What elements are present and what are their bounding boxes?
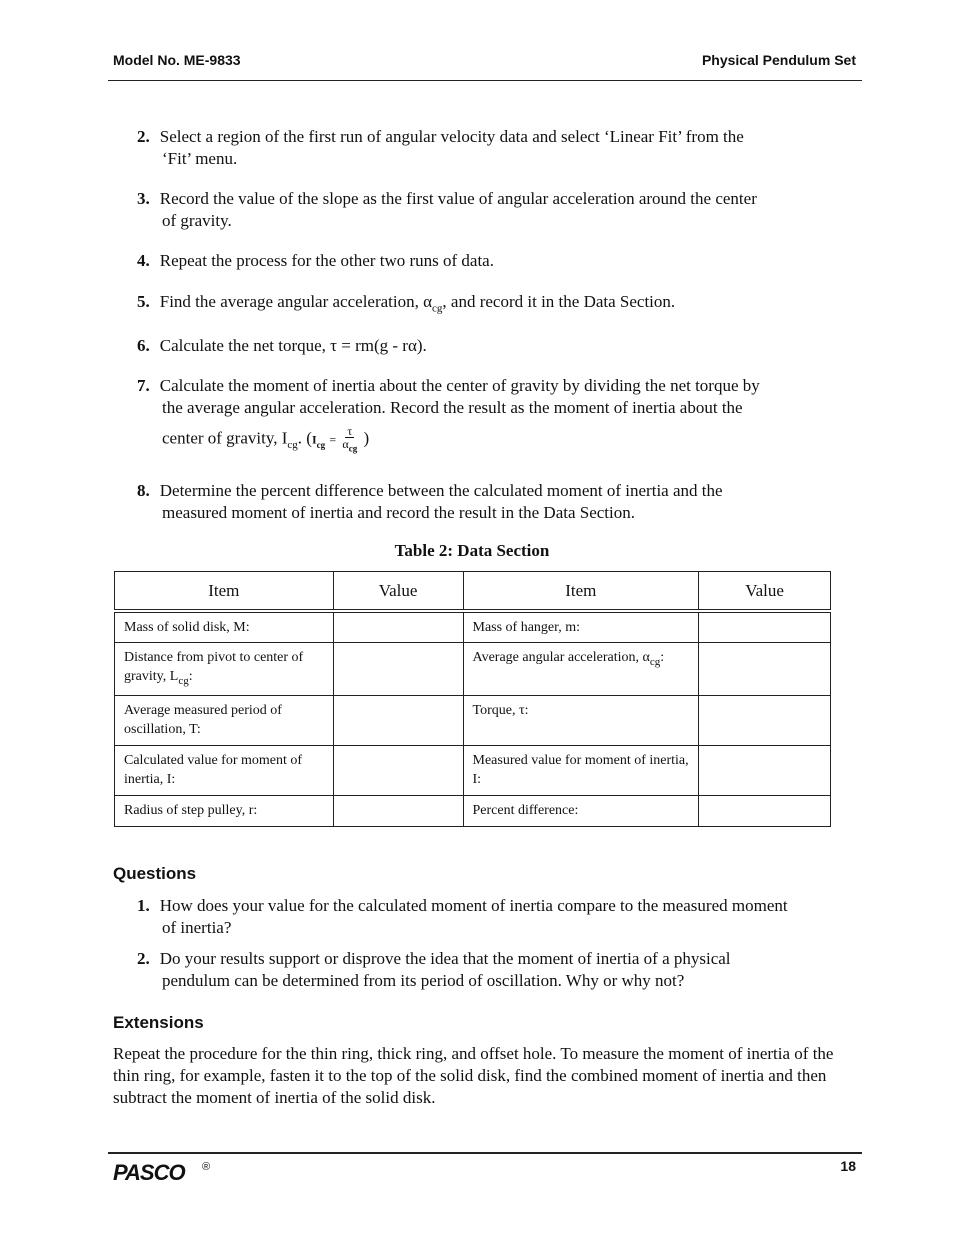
column-header: Item (463, 572, 699, 612)
step-text-cont: the average angular acceleration. Record the result as the moment of inertia about the (162, 398, 743, 417)
header-title: Physical Pendulum Set (701, 52, 856, 68)
value-cell[interactable] (333, 611, 463, 642)
question-1 (137, 895, 857, 939)
pasco-logo: PASCO (113, 1160, 185, 1185)
step-number: 8. (137, 481, 150, 500)
question-text: Do your results support or disprove the idea that the moment of inertia of a physical (159, 949, 731, 968)
value-cell[interactable] (699, 611, 831, 642)
question-text: How does your value for the calculated moment of inertia compare to the measured moment (159, 896, 788, 915)
equation-lhs: I (311, 432, 317, 447)
question-number: 1. (137, 896, 150, 915)
question-text-cont: of inertia? (162, 918, 232, 937)
step-number: 2. (137, 127, 150, 146)
step-number: 7. (137, 376, 150, 395)
step-number: 6. (137, 336, 150, 355)
extensions-heading: Extensions (113, 1013, 204, 1032)
step-text: Calculate the net torque, τ = rm(g - rα). (159, 336, 427, 355)
item-cell: Average angular acceleration, $\alpha_{cg}$: (463, 642, 699, 695)
value-cell[interactable] (699, 795, 831, 826)
table-caption: Table 2: Data Section (394, 541, 550, 560)
step-text-formula-line (137, 425, 837, 456)
item-cell: Radius of step pulley, r: (115, 795, 334, 826)
fraction-numerator: τ (347, 424, 353, 438)
value-cell[interactable] (699, 745, 831, 795)
step-number: 5. (137, 292, 150, 311)
questions-heading: Questions (113, 864, 197, 883)
item-cell: Measured value for moment of inertia, I: (463, 745, 699, 795)
step-2 (137, 126, 837, 170)
item-cell: Distance from pivot to center of gravity, $L_{cg}$: (115, 642, 334, 695)
value-cell[interactable] (333, 745, 463, 795)
equation-fraction (342, 425, 357, 454)
step-text: Calculate the moment of inertia about the center of gravity by dividing the net torque by (159, 376, 760, 395)
step-text: Find the average angular acceleration, α (159, 292, 433, 311)
header-divider (108, 80, 862, 81)
question-number: 2. (137, 949, 150, 968)
subscript: cg (287, 438, 298, 451)
subscript: cg (432, 302, 443, 315)
extensions-paragraph: Repeat the procedure for the thin ring, thick ring, and offset hole. To measure the moment of inertia of the thin ring, for example, fasten it to the top of the solid disk, find the combined moment of inertia and then subtract the moment of inertia of the solid disk. (113, 1044, 834, 1107)
value-cell[interactable] (333, 795, 463, 826)
fraction-denominator: $\alpha_{cg}$ (342, 437, 358, 454)
item-cell: Mass of hanger, m: (463, 611, 699, 642)
item-cell: Torque, τ: (463, 695, 699, 745)
page-number: 18 (840, 1158, 856, 1174)
step-text: Determine the percent difference between the calculated moment of inertia and the (159, 481, 723, 500)
item-cell: Mass of solid disk, M: (115, 611, 334, 642)
step-text: Select a region of the first run of angular velocity data and select ‘Linear Fit’ from the (159, 127, 744, 146)
column-header: Value (699, 572, 831, 612)
step-text-cont: measured moment of inertia and record the result in the Data Section. (162, 503, 636, 522)
footer-divider (108, 1152, 862, 1154)
value-cell[interactable] (699, 695, 831, 745)
step-text-end: , and record it in the Data Section. (442, 292, 676, 311)
formula-open: . ( (297, 428, 312, 448)
table-row (115, 695, 831, 745)
table-header-row (115, 572, 831, 612)
formula-close: ) (363, 428, 370, 448)
step-number: 4. (137, 251, 150, 270)
value-cell[interactable] (333, 695, 463, 745)
step-8 (137, 480, 837, 524)
data-table (114, 571, 831, 827)
table-row (115, 745, 831, 795)
item-cell: Percent difference: (463, 795, 699, 826)
step-text-cont: ‘Fit’ menu. (162, 149, 238, 168)
step-4 (137, 250, 837, 272)
value-cell[interactable] (699, 642, 831, 695)
item-cell: Average measured period of oscillation, T: (115, 695, 334, 745)
step-3 (137, 188, 837, 232)
table-row (115, 795, 831, 826)
step-text: Record the value of the slope as the first value of angular acceleration around the center (159, 189, 757, 208)
formula-lead: center of gravity, I (162, 428, 288, 448)
question-text-cont: pendulum can be determined from its period of oscillation. Why or why not? (162, 971, 685, 990)
column-header: Item (115, 572, 334, 612)
header-model-number: Model No. ME-9833 (113, 52, 241, 68)
step-text-cont: of gravity. (162, 211, 232, 230)
item-cell: Calculated value for moment of inertia, I: (115, 745, 334, 795)
table-row (115, 611, 831, 642)
column-header: Value (333, 572, 463, 612)
registered-mark: ® (202, 1161, 211, 1173)
step-7 (137, 375, 837, 456)
equation-equals: = (329, 432, 337, 447)
table-row (115, 642, 831, 695)
step-5 (137, 291, 837, 319)
question-2 (137, 948, 837, 992)
step-6 (137, 335, 837, 357)
subscript: cg (316, 439, 326, 450)
step-number: 3. (137, 189, 150, 208)
step-text: Repeat the process for the other two runs of data. (159, 251, 494, 270)
value-cell[interactable] (333, 642, 463, 695)
